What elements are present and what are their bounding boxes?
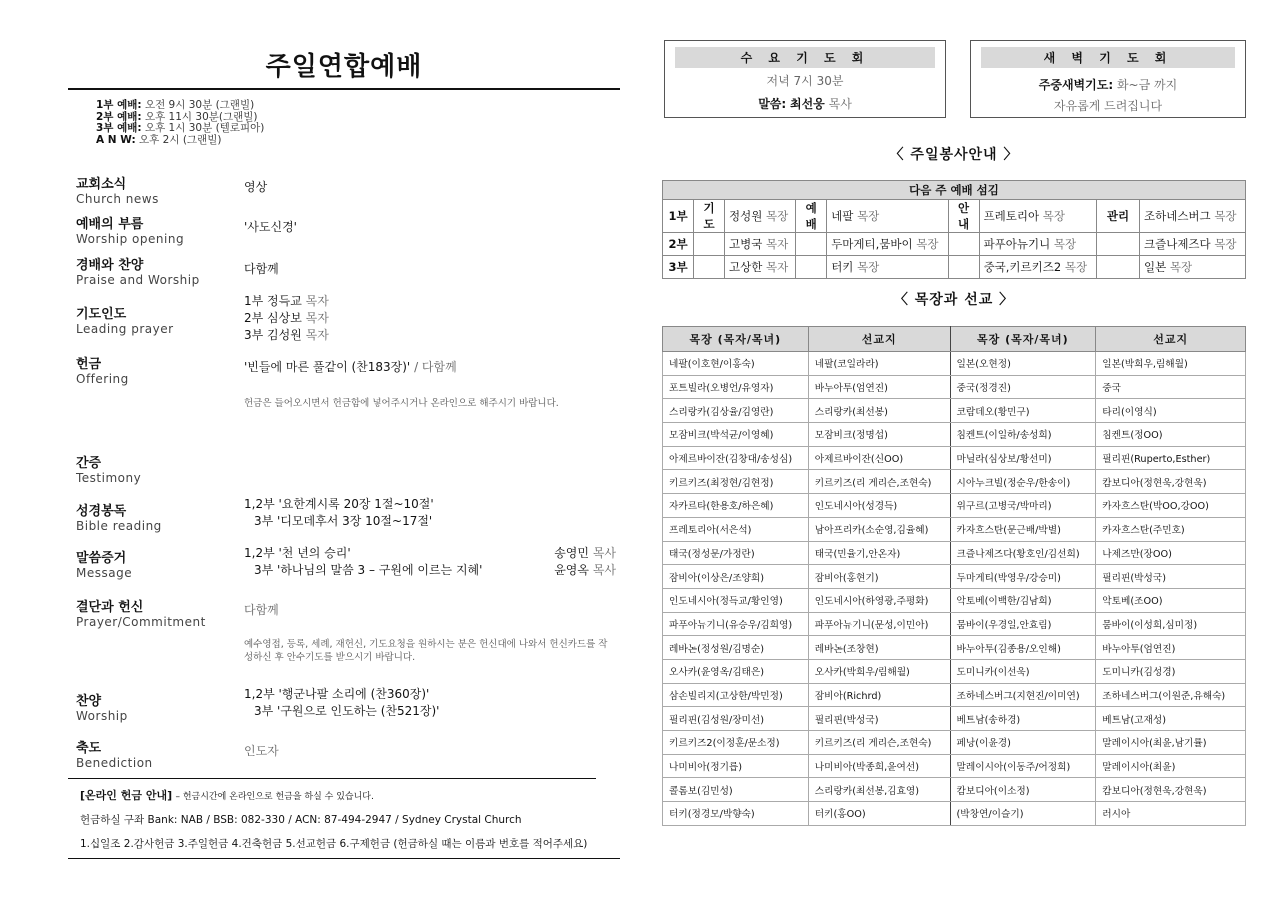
service-caption: 다음 주 예배 섬김	[663, 181, 1246, 200]
missions-cell: 중국	[1096, 375, 1246, 399]
missions-row	[663, 731, 1246, 755]
missions-cell: 말레이시아(최윤,남기률)	[1096, 731, 1246, 755]
section-offering: 헌금 Offering '빈들에 마른 풀같이 (찬183장)' / 다함께	[76, 357, 457, 386]
missions-cell: 나미비아(정기릅)	[663, 754, 809, 778]
missions-cell: 중국(정경진)	[950, 375, 1096, 399]
missions-cell: 베트남(고재성)	[1096, 707, 1246, 731]
missions-row	[663, 588, 1246, 612]
missions-cell: 필리핀(박성국)	[808, 707, 950, 731]
worship-order-panel	[68, 40, 620, 850]
missions-cell: 네팔(코일라라)	[808, 352, 950, 376]
service-row: 2부 고병국 목자 두마게티,뭄바이 목장 파푸아뉴기니 목장 크즐나제즈다 목장	[663, 233, 1246, 256]
missions-cell: 키르키즈(최정현/김현정)	[663, 470, 809, 494]
missions-cell: 파푸아뉴기니(유승우/김희영)	[663, 612, 809, 636]
missions-cell: 크즐나제즈다(황호인/김선희)	[950, 541, 1096, 565]
missions-cell: 페낭(이윤경)	[950, 731, 1096, 755]
missions-cell: 아제르바이잔(신OO)	[808, 446, 950, 470]
section-worship-song: 찬양 Worship 1,2부 '행군나팔 소리에 (찬360장)' 3부 '구원으로 인도하는 (찬521장)'	[76, 687, 440, 723]
missions-cell: 포트빌라(오병언/유영자)	[663, 375, 809, 399]
missions-cell: 침켄트(정OO)	[1096, 423, 1246, 447]
missions-row	[663, 778, 1246, 802]
missions-cell: 악토베(조OO)	[1096, 588, 1246, 612]
missions-cell: 모잠비크(정명섭)	[808, 423, 950, 447]
missions-cell: 조하네스버그(지현진/이미연)	[950, 683, 1096, 707]
missions-cell: 일본(오현정)	[950, 352, 1096, 376]
section-testimony: 간증 Testimony	[76, 456, 142, 485]
missions-cell: 자카르타(한용호/하은혜)	[663, 494, 809, 518]
missions-row	[663, 375, 1246, 399]
missions-header-cell: 목장 (목자/목녀)	[950, 327, 1096, 352]
missions-cell: 잠비아(이상은/조양희)	[663, 565, 809, 589]
missions-cell: 뭄바이(이성희,심미정)	[1096, 612, 1246, 636]
missions-cell: 일본(박희우,림해월)	[1096, 352, 1246, 376]
service-time-1: 1부 예배: 오전 9시 30분 (그랜빌)	[96, 99, 255, 111]
missions-row	[663, 446, 1246, 470]
missions-row	[663, 659, 1246, 683]
missions-cell: 조하네스버그(이원준,유해숙)	[1096, 683, 1246, 707]
missions-cell: 인도네시아(성경득)	[808, 494, 950, 518]
missions-cell: 잠비아(Richrd)	[808, 683, 950, 707]
missions-cell: 파푸아뉴기니(문성,이민아)	[808, 612, 950, 636]
missions-cell: 캄보디아(이소정)	[950, 778, 1096, 802]
missions-cell: (박창연/이슬기)	[950, 802, 1096, 826]
commitment-note: 예수영접, 등록, 세례, 재헌신, 기도요청을 원하시는 분은 헌신대에 나와서 헌신카드를 작성하신 후 안수기도를 받으시기 바랍니다.	[244, 639, 608, 663]
missions-cell: 캄보디아(정현욱,강현욱)	[1096, 470, 1246, 494]
missions-cell: 나제즈만(장OO)	[1096, 541, 1246, 565]
missions-row	[663, 802, 1246, 826]
missions-cell: 레바논(정성원/김명순)	[663, 636, 809, 660]
missions-cell: 바누아투(엄연진)	[808, 375, 950, 399]
missions-cell: 프레토리아(서은석)	[663, 517, 809, 541]
section-church-news: 교회소식 Church news 영상	[76, 177, 268, 206]
missions-cell: 마닐라(심상보/황선미)	[950, 446, 1096, 470]
missions-cell: 키르키즈2(이정훈/문소정)	[663, 731, 809, 755]
section-leading-prayer: 기도인도 Leading prayer 1부 정득교 목자 2부 심상보 목자 3부 김성원 목자	[76, 294, 329, 342]
missions-row	[663, 683, 1246, 707]
service-row: 1부 기도 정성원 목장 예배 네팔 목장 안내 프레토리아 목장 관리 조하네스버그 목장	[663, 200, 1246, 233]
missions-header-cell: 목장 (목자/목녀)	[663, 327, 809, 352]
missions-cell: 도미니카(김성경)	[1096, 659, 1246, 683]
online-offering-title: [온라인 헌금 안내] – 헌금시간에 온라인으로 헌금을 하실 수 있습니다.	[80, 789, 374, 802]
missions-cell: 필리핀(박성국)	[1096, 565, 1246, 589]
section-message: 말씀증거 Message 1,2부 '천 년의 승리' 송영민 목사 3부 '하나님의 말씀 3 – 구원에 이르는 지혜' 윤영옥 목사	[76, 546, 616, 580]
wednesday-heading: 수 요 기 도 회	[675, 47, 935, 68]
service-time-3: 3부 예배: 오후 1시 30분 (텔로피아)	[96, 122, 265, 134]
missions-cell: 악토베(이백한/김남희)	[950, 588, 1096, 612]
missions-row	[663, 352, 1246, 376]
missions-cell: 네팔(이호현/이홍숙)	[663, 352, 809, 376]
missions-cell: 아제르바이잔(김창대/송성심)	[663, 446, 809, 470]
missions-cell: 카자흐스탄(박OO,강OO)	[1096, 494, 1246, 518]
missions-row	[663, 423, 1246, 447]
online-bank-info: 헌금하실 구좌 Bank: NAB / BSB: 082-330 / ACN: 87-494-2947 / Sydney Crystal Church	[80, 814, 522, 826]
title-divider	[68, 88, 620, 90]
wednesday-prayer-box	[664, 40, 946, 118]
missions-cell: 뭄바이(우경일,안효림)	[950, 612, 1096, 636]
missions-cell: 태국(민율기,안온자)	[808, 541, 950, 565]
missions-cell: 바누아투(엄연진)	[1096, 636, 1246, 660]
missions-table	[662, 326, 1246, 826]
missions-cell: 말레이시아(최윤)	[1096, 754, 1246, 778]
dawn-prayer-box	[970, 40, 1246, 118]
missions-cell: 필리핀(김성원/장미선)	[663, 707, 809, 731]
dawn-note: 자유롭게 드려집니다	[1053, 99, 1163, 113]
missions-cell: 모잠비크(박석균/이영혜)	[663, 423, 809, 447]
service-heading: 〈 주일봉사안내 〉	[889, 147, 1019, 163]
section-benediction: 축도 Benediction 인도자	[76, 741, 279, 770]
missions-cell: 스리랑카(최선봉,김효영)	[808, 778, 950, 802]
missions-row	[663, 636, 1246, 660]
online-offering-types: 1.십일조 2.감사헌금 3.주일헌금 4.건축헌금 5.선교헌금 6.구제헌금 (헌금하실 때는 이름과 번호를 적어주세요)	[80, 838, 588, 850]
missions-cell: 카자흐스탄(문근배/박별)	[950, 517, 1096, 541]
missions-cell: 오사카(윤영옥/김태은)	[663, 659, 809, 683]
missions-cell: 오사카(박희우/림해월)	[808, 659, 950, 683]
missions-cell: 터키(정경모/박향숙)	[663, 802, 809, 826]
missions-cell: 바누아투(김종용/오인해)	[950, 636, 1096, 660]
missions-cell: 태국(정성문/가정란)	[663, 541, 809, 565]
section-worship-opening: 예배의 부름 Worship opening '사도신경'	[76, 217, 297, 246]
service-row: 3부 고상한 목자 터키 목장 중국,키르키즈2 목장 일본 목장	[663, 256, 1246, 279]
missions-row	[663, 470, 1246, 494]
section-bible-reading: 성경봉독 Bible reading 1,2부 '요한계시록 20장 1절~10절' 3부 '디모데후서 3장 10절~17절'	[76, 497, 434, 533]
missions-cell: 침켄트(이일하/송성희)	[950, 423, 1096, 447]
missions-cell: 위구르(고병국/박마리)	[950, 494, 1096, 518]
bottom-divider	[68, 858, 620, 859]
missions-row	[663, 517, 1246, 541]
missions-cell: 캄보디아(정현욱,강현욱)	[1096, 778, 1246, 802]
missions-cell: 필리핀(Ruperto,Esther)	[1096, 446, 1246, 470]
missions-heading: 〈 목장과 선교 〉	[893, 292, 1015, 308]
wednesday-speaker: 말씀: 최선웅 목사	[758, 97, 852, 111]
missions-header-cell: 선교지	[808, 327, 950, 352]
missions-row	[663, 399, 1246, 423]
missions-cell: 스리랑카(김상율/김영란)	[663, 399, 809, 423]
missions-cell: 시아누크빌(정순우/한송이)	[950, 470, 1096, 494]
service-time-4: A N W: 오후 2시 (그랜빌)	[96, 133, 222, 146]
missions-cell: 타리(이영식)	[1096, 399, 1246, 423]
missions-cell: 키르키즈(리 게리슨,조현숙)	[808, 470, 950, 494]
missions-cell: 콜롬보(김민성)	[663, 778, 809, 802]
missions-cell: 인도네시아(정득교/황인영)	[663, 588, 809, 612]
page-title: 주일연합예배	[265, 52, 423, 82]
section-commitment: 결단과 헌신 Prayer/Commitment 다함께	[76, 600, 279, 629]
missions-cell: 두마게티(박영우/강승미)	[950, 565, 1096, 589]
missions-cell: 터키(홍OO)	[808, 802, 950, 826]
missions-row	[663, 494, 1246, 518]
missions-cell: 잠비아(홍현기)	[808, 565, 950, 589]
service-time-2: 2부 예배: 오후 11시 30분(그랜빌)	[96, 110, 258, 123]
offering-note: 헌금은 들어오시면서 헌금함에 넣어주시거나 온라인으로 해주시기 바랍니다.	[244, 398, 559, 409]
missions-row	[663, 541, 1246, 565]
missions-cell: 인도네시아(하영광,주평화)	[808, 588, 950, 612]
service-times	[96, 100, 264, 146]
missions-row	[663, 754, 1246, 778]
missions-row	[663, 707, 1246, 731]
dawn-heading: 새 벽 기 도 회	[981, 47, 1235, 68]
missions-row	[663, 612, 1246, 636]
missions-cell: 스리랑카(최선봉)	[808, 399, 950, 423]
online-divider	[68, 778, 596, 779]
missions-cell: 도미니카(이선욱)	[950, 659, 1096, 683]
wednesday-time: 저녁 7시 30분	[766, 74, 844, 88]
missions-row	[663, 565, 1246, 589]
missions-cell: 카자흐스탄(주민호)	[1096, 517, 1246, 541]
missions-cell: 베트남(송하경)	[950, 707, 1096, 731]
service-table	[662, 180, 1246, 279]
missions-cell: 코람데오(황민구)	[950, 399, 1096, 423]
missions-cell: 나미비아(박종희,윤여선)	[808, 754, 950, 778]
missions-cell: 남아프리카(소순영,김율혜)	[808, 517, 950, 541]
missions-cell: 러시아	[1096, 802, 1246, 826]
section-praise: 경배와 찬양 Praise and Worship 다함께	[76, 258, 279, 287]
missions-cell: 키르키즈(리 게리슨,조현숙)	[808, 731, 950, 755]
dawn-schedule: 주중새벽기도: 화~금 까지	[1038, 78, 1178, 92]
missions-cell: 레바논(조창현)	[808, 636, 950, 660]
missions-cell: 삼손빌리지(고상한/박민정)	[663, 683, 809, 707]
missions-header-cell: 선교지	[1096, 327, 1246, 352]
missions-cell: 말레이시아(이동주/어정희)	[950, 754, 1096, 778]
